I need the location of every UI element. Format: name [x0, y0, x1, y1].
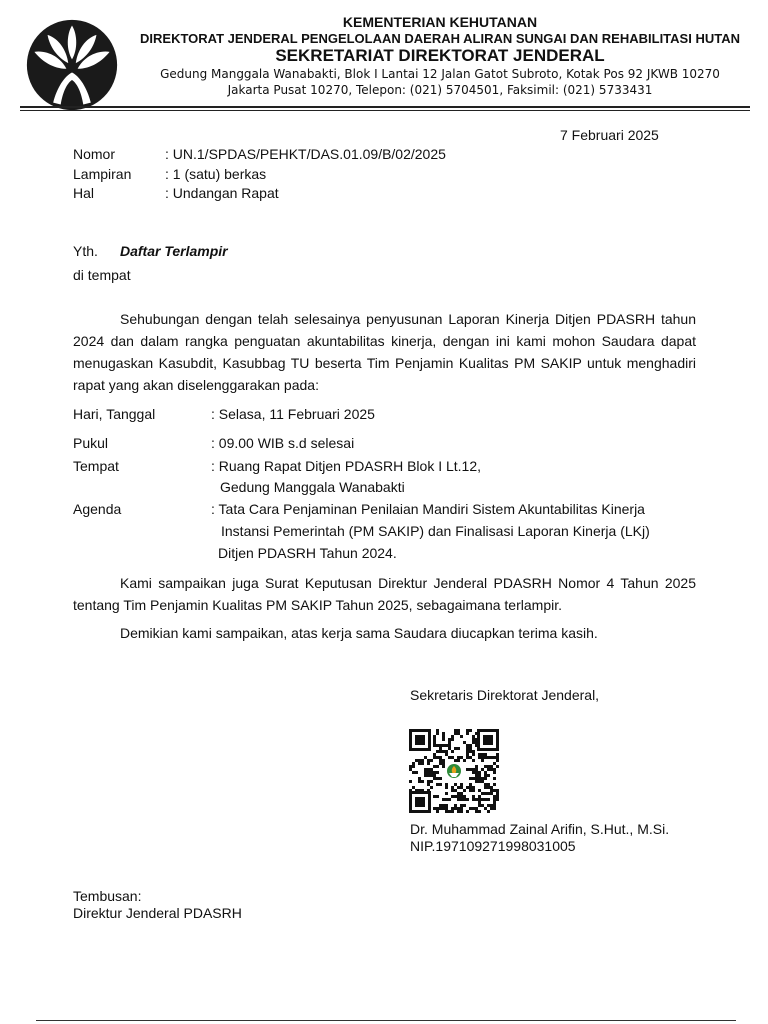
detail-label-agenda: Agenda [73, 501, 122, 517]
detail-label-date: Hari, Tanggal [73, 406, 156, 422]
meta-label-nomor: Nomor [73, 146, 116, 162]
detail-value-agenda-line-2: Instansi Pemerintah (PM SAKIP) dan Finalisasi Laporan Kinerja (LKj) [221, 523, 650, 539]
secretariat-name: SEKRETARIAT DIREKTORAT JENDERAL [275, 46, 605, 65]
addressee-place: di tempat [73, 267, 131, 283]
detail-value-agenda-line-3: Ditjen PDASRH Tahun 2024. [218, 545, 397, 561]
address-line-2: Jakarta Pusat 10270, Telepon: (021) 5704501, Faksimil: (021) 5733431 [227, 83, 653, 97]
meta-value-hal: : Undangan Rapat [165, 185, 279, 201]
body-paragraph-1: Sehubungan dengan telah selesainya penyusunan Laporan Kinerja Ditjen PDASRH tahun 2024 dan dalam rangka penguatan akuntabilitas kinerja, dengan ini kami mohon Saudara dapat menugaskan Kasubdit, Kasubbag TU beserta Tim Penjamin Kualitas PM SAKIP untuk menghadiri rapat yang akan diselenggarakan pada: [73, 311, 696, 393]
address-line-1: Gedung Manggala Wanabakti, Blok I Lantai 12 Jalan Gatot Subroto, Kotak Pos 92 JKWB 10270 [160, 67, 720, 81]
ministry-logo [25, 18, 119, 112]
qr-center-logo-icon [445, 762, 463, 780]
letter-date: 7 Februari 2025 [560, 127, 659, 143]
signatory-nip: NIP.197109271998031005 [410, 838, 576, 854]
detail-value-agenda-line-1: : Tata Cara Penjaminan Penilaian Mandiri Sistem Akuntabilitas Kinerja [211, 501, 645, 517]
meta-label-lampiran: Lampiran [73, 166, 132, 182]
closing-sentence: Demikian kami sampaikan, atas kerja sama Saudara diucapkan terima kasih. [120, 625, 598, 641]
detail-value-place-line-1: : Ruang Rapat Ditjen PDASRH Blok I Lt.12, [211, 458, 482, 474]
qr-code-signature [409, 729, 499, 813]
cc-recipient: Direktur Jenderal PDASRH [73, 905, 242, 921]
addressee: Daftar Terlampir [120, 243, 228, 259]
cc-label: Tembusan: [73, 888, 142, 904]
detail-label-time: Pukul [73, 435, 109, 451]
body-paragraph-2: Kami sampaikan juga Surat Keputusan Direktur Jenderal PDASRH Nomor 4 Tahun 2025 tentang Tim Penjamin Kualitas PM SAKIP Tahun 2025, sebagaimana terlampir. [73, 575, 696, 613]
signatory-name: Dr. Muhammad Zainal Arifin, S.Hut., M.Si. [410, 821, 670, 837]
ministry-name: KEMENTERIAN KEHUTANAN [342, 14, 538, 30]
detail-value-time: : 09.00 WIB s.d selesai [211, 435, 355, 451]
signatory-title: Sekretaris Direktorat Jenderal, [410, 687, 600, 703]
letterhead-divider-thick [20, 106, 750, 108]
meta-value-nomor: : UN.1/SPDAS/PEHKT/DAS.01.09/B/02/2025 [165, 146, 446, 162]
detail-value-date: : Selasa, 11 Februari 2025 [211, 406, 375, 422]
meta-value-lampiran: : 1 (satu) berkas [165, 166, 267, 182]
addressee-prefix: Yth. [73, 243, 98, 259]
detail-label-place: Tempat [73, 458, 119, 474]
detail-value-place-line-2: Gedung Manggala Wanabakti [220, 479, 405, 495]
letterhead-divider-thin [20, 110, 750, 111]
meta-label-hal: Hal [73, 185, 95, 201]
directorate-general-name: DIREKTORAT JENDERAL PENGELOLAAN DAERAH ALIRAN SUNGAI DAN REHABILITASI HUTAN [140, 31, 740, 46]
footer-divider [36, 1020, 736, 1021]
